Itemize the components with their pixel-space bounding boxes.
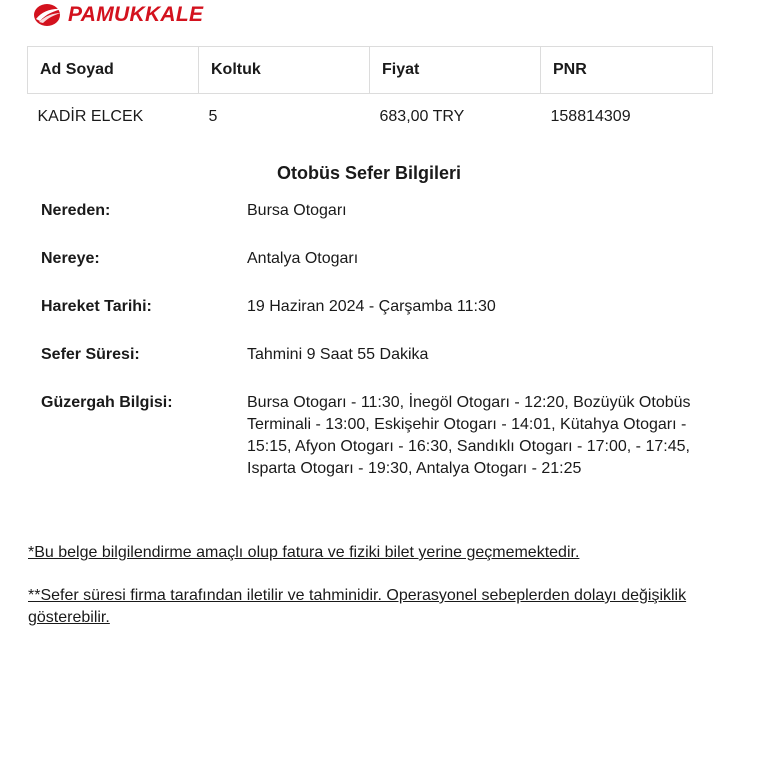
departure-value: 19 Haziran 2024 - Çarşamba 11:30 <box>247 298 496 315</box>
header-pnr: PNR <box>541 47 713 94</box>
header-koltuk: Koltuk <box>199 47 370 94</box>
info-row-destination <box>41 248 701 270</box>
destination-label: Nereye: <box>41 250 100 267</box>
disclaimer-note: *Bu belge bilgilendirme amaçlı olup fatura ve fiziki bilet yerine geçmemektedir. <box>28 544 580 561</box>
departure-label: Hareket Tarihi: <box>41 298 152 315</box>
passenger-name: KADİR ELCEK <box>37 108 144 125</box>
pamukkale-swoosh-icon <box>32 2 64 28</box>
header-fiyat: Fiyat <box>370 47 541 94</box>
route-value: Bursa Otogarı - 11:30, İnegöl Otogarı - 12:20, Bozüyük Otobüs Terminali - 13:00, Eskişehir Otogarı - 14:01, Kütahya Otogarı - 15:15, Afyon Otogarı - 16:30, Sandıklı Otogarı - 17:00, - 17:45, Isparta Otogarı - 19:30, Antalya Otogarı - 21:25 <box>247 394 691 477</box>
route-label: Güzergah Bilgisi: <box>41 394 173 411</box>
origin-value: Bursa Otogarı <box>247 202 347 219</box>
table-row <box>28 94 713 141</box>
info-row-route <box>41 392 701 480</box>
duration-label: Sefer Süresi: <box>41 346 140 363</box>
info-row-departure <box>41 296 701 318</box>
table-header-row <box>28 47 713 94</box>
pnr-code: 158814309 <box>550 108 631 125</box>
brand-name: PAMUKKALE <box>68 3 204 26</box>
seat-number: 5 <box>208 108 218 125</box>
duration-note: **Sefer süresi firma tarafından iletilir ve tahminidir. Operasyonel sebeplerden dolayı değişiklik gösterebilir. <box>28 587 687 626</box>
trip-info <box>41 200 701 506</box>
destination-value: Antalya Otogarı <box>247 250 359 267</box>
info-row-duration <box>41 344 701 366</box>
section-title: Otobüs Sefer Bilgileri <box>276 163 462 183</box>
passenger-table <box>27 46 713 140</box>
origin-label: Nereden: <box>41 202 111 219</box>
header-ad-soyad: Ad Soyad <box>28 47 199 94</box>
ticket-price: 683,00 TRY <box>379 108 465 125</box>
brand-logo <box>32 0 203 30</box>
duration-value: Tahmini 9 Saat 55 Dakika <box>247 346 429 363</box>
info-row-origin <box>41 200 701 222</box>
